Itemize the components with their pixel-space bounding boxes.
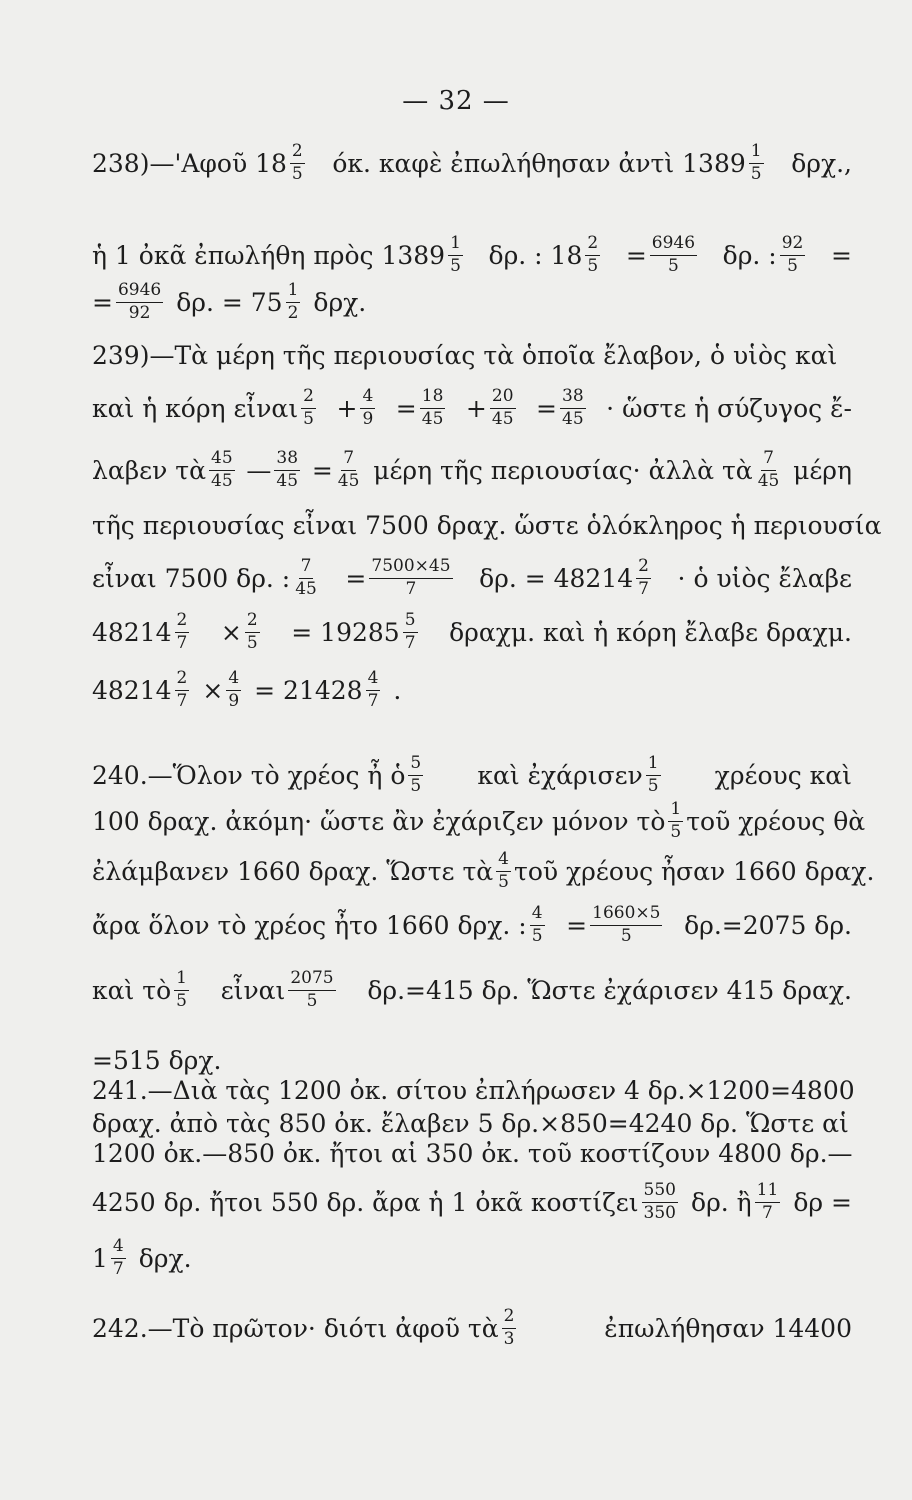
fraction-denominator: 45 (491, 408, 514, 429)
text-group (291, 611, 420, 652)
text-group (626, 234, 700, 275)
fraction-denominator: 92 (128, 302, 151, 323)
text-segment: = (92, 287, 113, 317)
fraction-denominator: 5 (667, 255, 679, 276)
text-group (345, 557, 455, 598)
text-segment: καὶ τὸ (92, 975, 172, 1005)
text-segment: . (393, 675, 402, 705)
text-line (92, 325, 852, 385)
fraction-denominator: 9 (228, 690, 240, 711)
fraction-denominator: 9 (362, 408, 374, 429)
text-segment: όκ. καφὲ ἐπωλήθησαν ἀντὶ 1389 (332, 148, 746, 178)
text-group (92, 510, 882, 540)
text-segment: δρχ. (313, 287, 367, 317)
fraction-denominator: 7 (176, 632, 188, 653)
text-line (92, 841, 875, 901)
text-segment: — (246, 455, 272, 485)
text-segment: × (220, 617, 242, 647)
fraction-denominator: 5 (291, 163, 303, 184)
fraction-denominator: 45 (276, 470, 299, 491)
text-group (92, 969, 192, 1010)
fraction-numerator: 92 (780, 234, 806, 255)
fraction (286, 281, 301, 322)
fraction-denominator: 5 (620, 925, 632, 946)
fraction (668, 800, 683, 841)
fraction (448, 234, 463, 275)
text-segment: + (465, 393, 487, 423)
text-group (686, 806, 866, 836)
fraction-denominator: 5 (176, 990, 187, 1011)
text-segment: 1 (92, 1243, 108, 1273)
text-group (92, 1138, 853, 1168)
text-segment: δρ.=2075 δρ. (684, 910, 852, 940)
text-segment: δρ. = 48214 (479, 563, 634, 593)
text-line (92, 602, 852, 662)
text-group (221, 969, 339, 1010)
text-line (92, 495, 882, 555)
fraction-denominator: 3 (503, 1328, 515, 1349)
text-group (92, 449, 238, 490)
fraction (336, 449, 362, 490)
text-segment: δρ. ἢ (691, 1187, 752, 1217)
fraction (360, 387, 375, 428)
text-group (92, 234, 466, 275)
fraction-denominator: 45 (421, 408, 444, 429)
text-group (92, 669, 192, 710)
fraction (755, 1181, 781, 1222)
fraction (274, 449, 300, 490)
fraction-denominator: 5 (750, 163, 762, 184)
fraction (749, 142, 764, 183)
text-segment: 238)—'Αφοῦ 18 (92, 148, 287, 178)
fraction-denominator: 7 (367, 690, 379, 711)
fraction-numerator: 1 (749, 142, 764, 163)
text-segment: ἐπωλήθησαν 14400 (604, 1313, 852, 1343)
fraction-numerator: 11 (755, 1181, 781, 1202)
fraction-numerator: 2 (290, 142, 305, 163)
fraction (290, 142, 305, 183)
text-segment: λαβεν τὰ (92, 455, 206, 485)
fraction-numerator: 2 (636, 557, 651, 578)
text-segment: 100 δραχ. ἀκόμη· ὥστε ἂν ἐχάριζεν μόνον τὸ (92, 806, 666, 836)
fraction (585, 234, 600, 275)
fraction-denominator: 7 (405, 578, 417, 599)
text-segment: καὶ ἡ κόρη εἶναι (92, 393, 299, 423)
text-segment: = (311, 455, 333, 485)
text-segment: 241.—Διὰ τὰς 1200 ὀκ. σίτου ἐπλήρωσεν 4 δρ.×1200=4800 (92, 1075, 855, 1105)
fraction-numerator: 38 (274, 449, 300, 470)
text-group (92, 611, 192, 652)
fraction-denominator: 5 (246, 632, 258, 653)
fraction-denominator: 2 (287, 302, 299, 323)
fraction (226, 669, 241, 710)
fraction-numerator: 6946 (650, 234, 697, 255)
fraction (111, 1237, 126, 1278)
fraction-numerator: 38 (560, 387, 586, 408)
fraction-denominator: 350 (643, 1202, 676, 1223)
fraction-denominator: 45 (562, 408, 584, 429)
text-group (92, 800, 686, 841)
fraction (646, 754, 661, 795)
text-group (479, 557, 654, 598)
text-group (793, 455, 852, 485)
fraction-denominator: 5 (587, 255, 599, 276)
text-segment: 48214 (92, 675, 172, 705)
fraction-numerator: 1 (286, 281, 301, 302)
text-line (92, 440, 852, 500)
text-segment: εἶναι 7500 δρ. : (92, 563, 291, 593)
fraction-denominator: 5 (303, 408, 314, 429)
fraction-denominator: 7 (638, 578, 649, 599)
text-group (92, 1237, 129, 1278)
fraction-denominator: 7 (112, 1258, 124, 1279)
fraction-numerator: 2 (175, 611, 190, 632)
fraction (408, 754, 423, 795)
fraction-numerator: 1 (174, 969, 189, 990)
fraction-numerator: 7 (761, 449, 776, 470)
text-segment: δρχ., (791, 148, 852, 178)
fraction-denominator: 5 (531, 925, 543, 946)
text-segment: × (202, 675, 224, 705)
text-segment: τοῦ χρέους θὰ (686, 806, 866, 836)
fraction-denominator: 7 (762, 1202, 773, 1223)
fraction-numerator: 18 (420, 387, 446, 408)
fraction-numerator: 550 (642, 1181, 678, 1202)
text-group (489, 234, 604, 275)
fraction-denominator: 7 (176, 690, 188, 711)
text-segment: = (831, 240, 852, 270)
text-segment: =515 δρχ. (92, 1045, 222, 1075)
text-line (92, 1298, 852, 1358)
text-segment: δρ. : (722, 240, 777, 270)
fraction-numerator: 2 (585, 234, 600, 255)
text-group (176, 281, 303, 322)
fraction-denominator: 5 (306, 990, 318, 1011)
fraction-denominator: 45 (337, 470, 360, 491)
fraction-numerator: 5 (403, 611, 418, 632)
text-segment: = 19285 (291, 617, 400, 647)
fraction (590, 904, 662, 945)
text-group (831, 240, 852, 270)
fraction-numerator: 4 (111, 1237, 126, 1258)
fraction-numerator: 2 (175, 669, 190, 690)
text-group (604, 1313, 852, 1343)
text-segment: ἄρα ὅλον τὸ χρέος ἦτο 1660 δρχ. : (92, 910, 527, 940)
text-segment: 240.—Ὅλον τὸ χρέος ἦ ὁ (92, 760, 406, 790)
text-group (677, 563, 852, 593)
text-group (393, 675, 402, 705)
text-segment: 242.—Τὸ πρῶτον· διότι ἀφοῦ τὰ (92, 1313, 499, 1343)
text-segment: = (345, 563, 367, 593)
fraction (301, 387, 316, 428)
fraction-denominator: 7 (404, 632, 416, 653)
fraction-denominator: 5 (647, 775, 659, 796)
text-segment: = (625, 240, 647, 270)
text-segment: δρ = (793, 1187, 852, 1217)
text-group (373, 449, 784, 490)
text-segment: μέρη (793, 455, 852, 485)
fraction-denominator: 45 (211, 470, 233, 491)
text-segment: 4250 δρ. ἤτοι 550 δρ. ἄρα ἡ 1 ὀκᾶ κοστίζει (92, 1187, 639, 1217)
fraction-denominator: 5 (787, 255, 798, 276)
fraction (175, 611, 190, 652)
text-segment: δραχ. ἀπὸ τὰς 850 ὀκ. ἔλαβεν 5 δρ.×850=4240 δρ. Ὥστε αἱ (92, 1108, 849, 1138)
text-segment: μέρη τῆς περιουσίας· ἀλλὰ τὰ (373, 455, 753, 485)
text-segment: τοῦ χρέους ἦσαν 1660 δραχ. (514, 856, 875, 886)
text-segment: τῆς περιουσίας εἶναι 7500 δραχ. ὥστε ὁλόκληρος ἡ περιουσία (92, 510, 882, 540)
text-group (477, 754, 663, 795)
text-segment: χρέους καὶ (714, 760, 852, 790)
text-segment: δρ.=415 δρ. Ὥστε ἐχάρισεν 415 δραχ. (367, 975, 852, 1005)
fraction-numerator: 5 (408, 754, 423, 775)
text-group (791, 148, 852, 178)
fraction-numerator: 4 (496, 850, 511, 871)
fraction (502, 1307, 517, 1348)
text-group (92, 904, 548, 945)
fraction-denominator: 5 (498, 871, 509, 892)
fraction-numerator: 2075 (288, 969, 335, 990)
text-line (92, 895, 852, 955)
text-segment: + (336, 393, 358, 423)
fraction (560, 387, 586, 428)
text-segment: = (395, 393, 417, 423)
fraction-denominator: 45 (757, 470, 780, 491)
text-group (536, 387, 589, 428)
fraction (636, 557, 651, 598)
text-group (92, 1307, 519, 1348)
text-segment: δρ. : 18 (488, 240, 583, 270)
text-group (92, 340, 838, 370)
text-segment: δρχ. (138, 1243, 192, 1273)
text-group (396, 387, 449, 428)
text-group (221, 611, 263, 652)
text-group (466, 387, 519, 428)
page-number: — 32 — (402, 86, 510, 116)
fraction-numerator: 4 (366, 669, 381, 690)
text-group (312, 449, 365, 490)
fraction (174, 969, 189, 1010)
text-group (684, 910, 852, 940)
fraction-numerator: 45 (209, 449, 235, 470)
text-group (92, 754, 426, 795)
fraction-numerator: 2 (502, 1307, 517, 1328)
fraction-numerator: 7500×45 (369, 557, 452, 578)
fraction-numerator: 7 (299, 557, 314, 578)
text-group (332, 142, 766, 183)
text-group (313, 287, 367, 317)
text-segment: δρ. = 75 (176, 287, 283, 317)
text-group (92, 1181, 681, 1222)
fraction-numerator: 20 (490, 387, 516, 408)
text-segment: εἶναι (220, 975, 286, 1005)
text-line (92, 1228, 852, 1288)
text-group (367, 975, 852, 1005)
fraction-denominator: 45 (295, 578, 317, 599)
text-segment: 48214 (92, 617, 172, 647)
text-group (793, 1187, 852, 1217)
text-segment: 239)—Τὰ μέρη τῆς περιουσίας τὰ ὁποῖα ἔλαβον, ὁ υἱὸς καὶ (92, 340, 838, 370)
fraction (293, 557, 319, 598)
fraction-numerator: 6946 (116, 281, 163, 302)
text-line (92, 133, 852, 193)
text-group (92, 142, 308, 183)
fraction (175, 669, 190, 710)
fraction (496, 850, 511, 891)
fraction (366, 669, 381, 710)
text-line (92, 660, 852, 720)
fraction (780, 234, 806, 275)
text-group (254, 669, 383, 710)
fraction-denominator: 5 (670, 821, 682, 842)
fraction (650, 234, 697, 275)
text-segment: = 21428 (254, 675, 363, 705)
text-group (92, 850, 514, 891)
text-segment: · ὁ υἱὸς ἔλαβε (677, 563, 852, 593)
fraction-numerator: 1 (646, 754, 661, 775)
text-group (714, 760, 852, 790)
fraction (756, 449, 782, 490)
fraction-numerator: 1660×5 (590, 904, 662, 925)
fraction-numerator: 7 (341, 449, 356, 470)
fraction (642, 1181, 678, 1222)
fraction (209, 449, 235, 490)
text-group (336, 387, 378, 428)
text-group (723, 234, 809, 275)
fraction (288, 969, 335, 1010)
text-group (514, 856, 875, 886)
fraction-numerator: 1 (448, 234, 463, 255)
fraction-denominator: 5 (410, 775, 422, 796)
text-group (566, 904, 665, 945)
fraction (530, 904, 545, 945)
fraction (490, 387, 516, 428)
text-group (92, 281, 166, 322)
text-group (138, 1243, 192, 1273)
text-line (92, 548, 852, 608)
text-segment: ἡ 1 ὀκᾶ ἐπωλήθη πρὸς 1389 (92, 240, 446, 270)
text-segment: καὶ ἐχάρισεν (477, 760, 643, 790)
text-line (92, 1172, 852, 1232)
text-group (606, 393, 852, 423)
text-group (449, 617, 852, 647)
fraction-numerator: 2 (245, 611, 260, 632)
text-group (246, 449, 303, 490)
text-group (202, 669, 244, 710)
text-segment: ἐλάμβανεν 1660 δραχ. Ὥστε τὰ (92, 856, 494, 886)
fraction (403, 611, 418, 652)
fraction-numerator: 2 (301, 387, 316, 408)
fraction-denominator: 5 (450, 255, 461, 276)
fraction-numerator: 4 (360, 387, 375, 408)
fraction (245, 611, 260, 652)
text-segment: · ὥστε ἡ σύζυγος ἔ- (606, 393, 852, 423)
text-line (92, 272, 852, 332)
fraction-numerator: 1 (668, 800, 683, 821)
fraction (420, 387, 446, 428)
text-group (92, 557, 322, 598)
text-group (92, 387, 319, 428)
fraction-numerator: 4 (530, 904, 545, 925)
text-line (92, 960, 852, 1020)
text-segment: = (536, 393, 557, 423)
text-line (92, 378, 852, 438)
text-segment: = (566, 910, 588, 940)
fraction (116, 281, 163, 322)
text-segment: δραχμ. καὶ ἡ κόρη ἔλαβε δραχμ. (449, 617, 852, 647)
text-segment: 1200 ὀκ.—850 ὀκ. ἤτοι αἱ 350 ὀκ. τοῦ κοστίζουν 4800 δρ.— (92, 1138, 853, 1168)
text-group (691, 1181, 783, 1222)
fraction-numerator: 4 (226, 669, 241, 690)
fraction (369, 557, 452, 598)
